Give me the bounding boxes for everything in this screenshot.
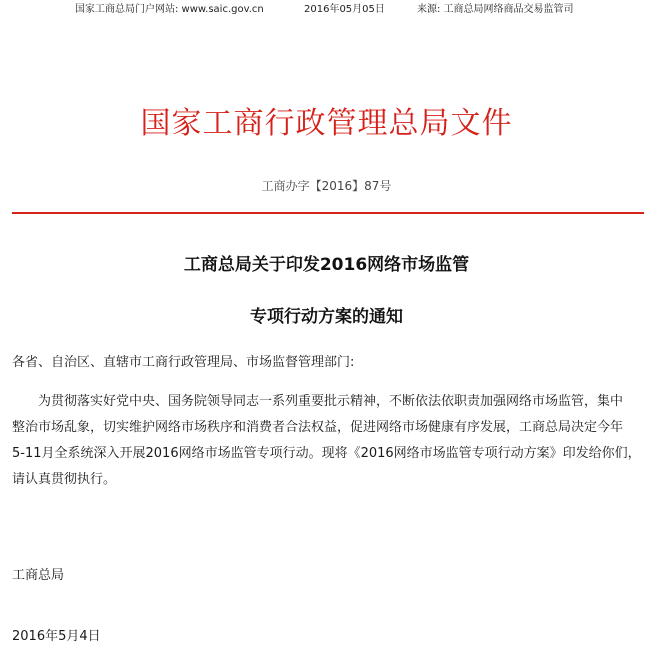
red-divider bbox=[12, 212, 644, 214]
body-line-1: 为贯彻落实好党中央、国务院领导同志一系列重要批示精神，不断依法依职责加强网络市场监管，集中 bbox=[38, 394, 624, 409]
portal-info: 国家工商总局门户网站: www.saic.gov.cn bbox=[75, 4, 264, 15]
body-line-2: 整治市场乱象，切实维护网络市场秩序和消费者合法权益，促进网络市场健康有序发展，工商总局决定今年 bbox=[12, 420, 624, 435]
document-number: 工商办字【2016】87号 bbox=[261, 179, 392, 193]
signature-date: 2016年5月4日 bbox=[12, 629, 101, 644]
notice-title-line-2: 专项行动方案的通知 bbox=[250, 307, 403, 327]
source-info: 来源: 工商总局网络商品交易监管司 bbox=[417, 4, 574, 15]
body-line-3: 5-11月全系统深入开展2016网络市场监管专项行动。现将《2016网络市场监管专项行动方案》印发给你们， bbox=[12, 446, 641, 461]
notice-title-line-1: 工商总局关于印发2016网络市场监管 bbox=[183, 255, 470, 275]
salutation: 各省、自治区、直辖市工商行政管理局、市场监督管理部门: bbox=[12, 355, 355, 370]
signature: 工商总局 bbox=[12, 568, 65, 583]
document-title: 国家工商行政管理总局文件 bbox=[140, 106, 513, 141]
body-line-4: 请认真贯彻执行。 bbox=[12, 472, 117, 487]
publish-date: 2016年05月05日 bbox=[304, 4, 385, 15]
source-header-bar bbox=[0, 0, 653, 20]
